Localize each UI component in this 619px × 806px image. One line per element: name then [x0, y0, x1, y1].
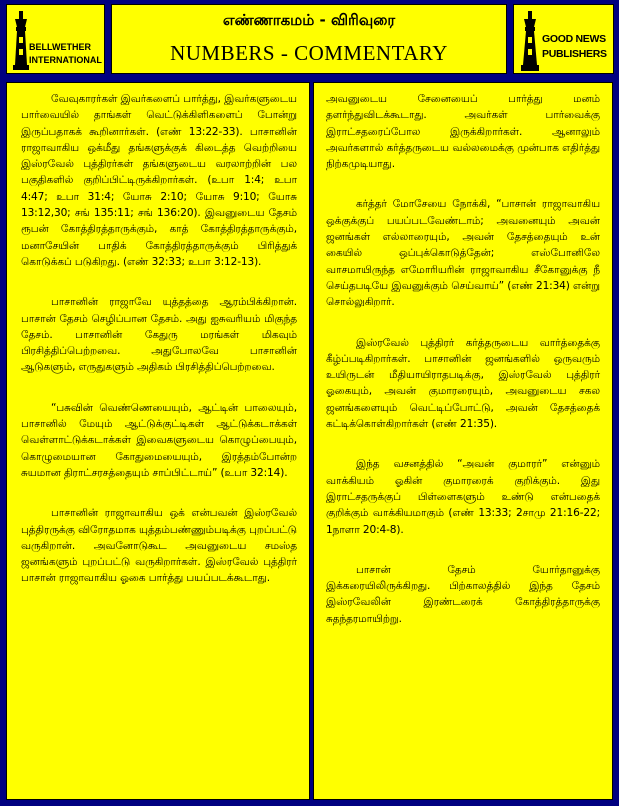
paragraph: கர்த்தர் மோசேயை நோக்கி, “பாசான் ராஜாவாகிய ஒக்குக்குப் பயப்படவேண்டாம்; அவனையும் அவன் ஜனங்கள் எல்லாரையும், அவன் தேசத்தையும் உன் கையில் ஒப்புக்கொடுத்தேன்; எஸ்போனிலே வாசமாயிருந்த எமோரியரின் ராஜாவாகிய சீகோனுக்கு நீ செய்தபடியே இவனுக்கும் செய்வாய்” (எண் 21:34) என்று சொல்லுகிறார். [326, 198, 600, 309]
left-column [6, 82, 310, 800]
paragraph: பாசானின் ராஜாவாகிய ஒக் என்பவன் இஸ்ரவேல் புத்திரருக்கு விரோதமாக யுத்தம்பண்ணும்படிக்கு புறப்பட்டு வருகிறான். அவனோடுகூட அவனுடைய சமஸ்த ஜனங்களும் புறப்பட்டு வருகிறார்கள். இஸ்ரவேல் புத்திரர் பாசான் ராஜாவாகிய ஓகை பார்த்து பயப்படக்கூடாது. [21, 507, 297, 585]
good-news-line-1: GOOD NEWS [542, 33, 606, 45]
good-news-line-2: PUBLISHERS [542, 48, 607, 60]
paragraph: “பசுவின் வெண்ணெயையும், ஆட்டின் பாலையும், பாசானில் மேயும் ஆட்டுக்குட்டிகள் ஆட்டுக்கடாக்கள் வெள்ளாட்டுக்கடாக்கள் இவைகளுடைய கொழுப்பையும், கொழுமையான கோதுமையையும், இரத்தம்போன்ற சுயமான திராட்சரசத்தையும் சாப்பிட்டாய்” (உபா 32:14). [21, 401, 297, 479]
good-news-logo [513, 4, 614, 74]
good-news-tower-icon [519, 9, 541, 73]
paragraph: பாசானின் ராஜாவே யுத்தத்தை ஆரம்பிக்கிறான். பாசான் தேசம் செழிப்பான தேசம். அது ஐசுவரியம் மிகுந்த தேசம். பாசானின் கேதுரு மரங்கள் மிகவும் பிரசித்திப்பெற்றவை. அதுபோலவே பாசானின் ஆடுகளும், எருதுகளும் அதிகம் பிரசித்திப்பெற்றவை. [21, 296, 297, 374]
page-title-tamil: எண்ணாகமம் - விரிவுரை [222, 11, 396, 29]
title-box [111, 4, 507, 74]
right-column [313, 82, 613, 800]
paragraph: இந்த வசனத்தில் “அவன் குமாரர்” என்னும் வாக்கியம் ஓகின் குமாரரைக் குறிக்கும். இது இராட்சதருக்குப் பிள்ளைகளும் உண்டு என்பதைக் குறிக்கும் வாக்கியமாகும் (எண் 13:33; 2சாமு 21:16-22; 1நாளா 20:4-8). [326, 458, 600, 536]
bellwether-logo [6, 4, 105, 74]
bellwether-logo-text [29, 41, 105, 67]
bellwether-line-2: INTERNATIONAL [29, 55, 102, 65]
paragraph: அவனுடைய சேனையைப் பார்த்து மனம் தளர்ந்துவிடக்கூடாது. அவர்கள் பார்வைக்கு இராட்சதரைப்போல இருக்கிறார்கள். ஆனாலும் அவர்களால் கர்த்தருடைய வல்லமைக்கு முன்பாக எதிர்த்து நிற்கமுடியாது. [326, 93, 600, 171]
paragraph: வேவுகாரர்கள் இவர்களைப் பார்த்து, இவர்களுடைய பார்வையில் தாங்கள் வெட்டுக்கிளிகளைப் போன்று இருப்பதாகக் கூறினார்கள். (எண் 13:22-33). பாசானின் ராஜாவாகிய ஒக்மீது தங்களுக்குக் கிடைத்த வெற்றியை இஸ்ரவேல் புத்திரர்கள் தங்களுடைய வரலாற்றின் பல பகுதிகளில் குறிப்பிட்டிருக்கிறார்கள். (உபா 1:4; உபா 4:47; உபா 31:4; யோசு 2:10; யோசு 9:10; யோசு 13:12,30; சங் 135:11; சங் 136:20). இவனுடைய தேசம் ரூபன் கோத்திரத்தாருக்கும், காத் கோத்திரத்தாருக்கும், மனாசேயின் பாதிக் கோத்திரத்தாருக்கும் பிரித்துக் கொடுக்கப் படுகிறது. (எண் 32:33; உபா 3:12-13). [21, 93, 297, 268]
paragraph: இஸ்ரவேல் புத்திரர் கர்த்தருடைய வார்த்தைக்கு கீழ்ப்படிகிறார்கள். பாசானின் ஜனங்களில் ஒருவரும் உயிருடன் மீதியாயிராதபடிக்கு, இஸ்ரவேல் புத்திரர் ஓகையும், அவன் குமாரரையும், அவனுடைய சகல ஜனங்களையும் வெட்டிப்போட்டு, அவன் தேசத்தைக் கட்டிக்கொள்கிறார்கள் (எண் 21:35). [326, 336, 600, 431]
paragraph: பாசான் தேசம் யோர்தானுக்கு இக்கரையிலிருக்கிறது. பிற்காலத்தில் இந்த தேசம் இஸ்ரவேலின் இரண்டரைக் கோத்திரத்தாருக்கு சுதந்தரமாயிற்று. [326, 563, 600, 625]
page-title-english: NUMBERS - COMMENTARY [170, 41, 448, 65]
good-news-logo-text [542, 32, 614, 62]
bellwether-line-1: BELLWETHER [29, 42, 91, 52]
bellwether-tower-icon [11, 7, 31, 73]
